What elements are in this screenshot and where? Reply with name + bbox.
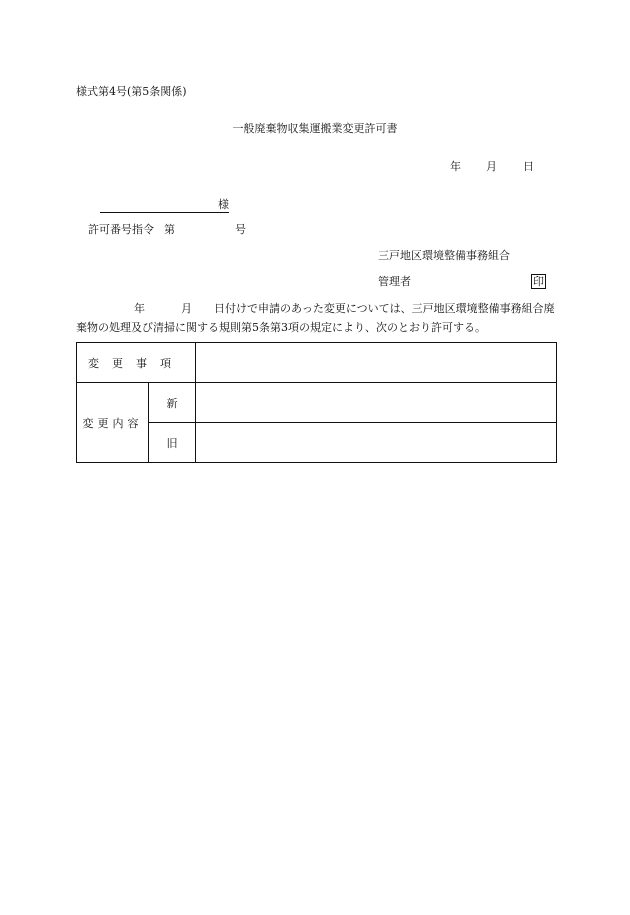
date-day: 日 (523, 160, 534, 173)
permit-number-dai: 第 (164, 223, 175, 236)
new-label: 新 (149, 383, 196, 423)
addressee-honorific: 様 (218, 198, 229, 211)
body-month: 月 (181, 302, 192, 315)
table-row (77, 423, 557, 463)
date-year: 年 (450, 160, 461, 173)
change-table (76, 342, 557, 463)
seal-mark: 印 (533, 275, 544, 288)
body-year: 年 (134, 302, 145, 315)
change-content-label: 変更内容 (77, 383, 149, 463)
addressee (100, 198, 229, 213)
addressee-blank-line (100, 200, 218, 213)
table-row (77, 343, 557, 383)
old-value (196, 423, 557, 463)
organization-name: 三戸地区環境整備事務組合 (378, 249, 510, 262)
table-row (77, 383, 557, 423)
document-title: 一般廃棄物収集運搬業変更許可書 (232, 122, 398, 135)
permit-number (88, 223, 246, 237)
manager-label: 管理者 (378, 275, 411, 288)
body-text (76, 299, 556, 337)
change-item-label: 変更事項 (77, 343, 196, 383)
permit-number-go: 号 (235, 223, 246, 236)
date-month: 月 (486, 160, 497, 173)
old-label: 旧 (149, 423, 196, 463)
new-value (196, 383, 557, 423)
permit-number-label: 許可番号指令 (88, 223, 154, 236)
form-number: 様式第4号(第5条関係) (76, 85, 187, 98)
body-sentence: 日付けで申請のあった変更については、三戸地区環境整備事務組合廃棄物の処理及び清掃に関する規則第5条第3項の規定により、次のとおり許可する。 (76, 302, 555, 334)
issue-date (450, 160, 534, 174)
change-item-value (196, 343, 557, 383)
